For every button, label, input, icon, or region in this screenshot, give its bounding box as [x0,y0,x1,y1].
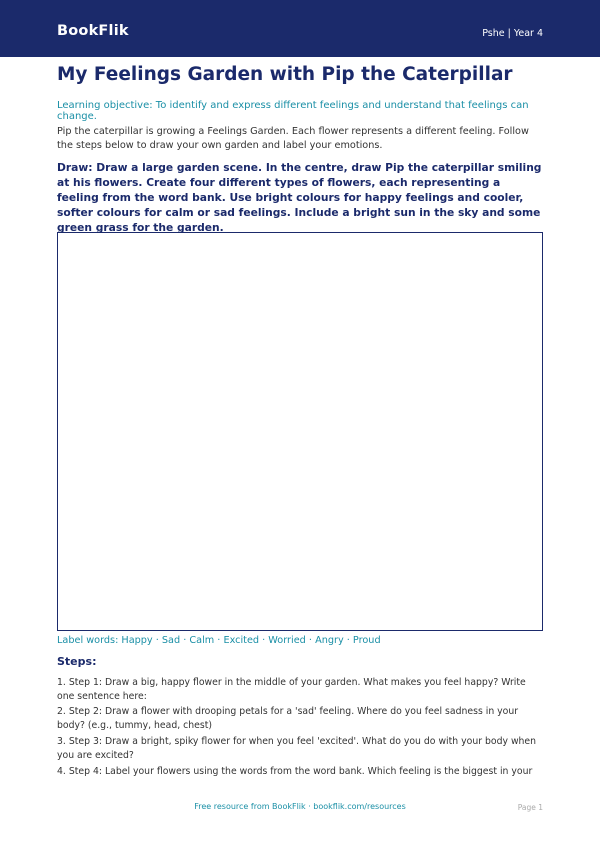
draw-instruction: Draw: Draw a large garden scene. In the centre, draw Pip the caterpillar smiling at his flowers. Create four different types of flowers, each representing a feeling from the word bank. Use bright colours for happy feelings and cooler, softer colours for calm or sad feelings. Include a bright sun in the sky and some green grass for the garden. [57,161,542,234]
label-word-bank: Label words: Happy · Sad · Calm · Excited · Worried · Angry · Proud [57,635,381,646]
subject-year-label: Pshe | Year 4 [482,28,543,39]
steps-heading: Steps: [57,655,97,668]
intro-text: Pip the caterpillar is growing a Feelings Garden. Each flower represents a different feeling. Follow the steps below to draw your own garden and label your emotions. [57,126,529,151]
step-item-1: 1. Step 1: Draw a big, happy flower in the middle of your garden. What makes you feel happy? Write one sentence here: [57,677,526,702]
brand-logo[interactable]: BookFlik [57,23,129,39]
header-bar [0,0,600,57]
step-item-4: 4. Step 4: Label your flowers using the words from the word bank. Which feeling is the biggest in your [57,766,533,777]
page-number: Page 1 [517,803,543,812]
step-item-3: 3. Step 3: Draw a bright, spiky flower for when you feel 'excited'. What do you do with your body when you are excited? [57,736,537,761]
learning-objective: Learning objective: To identify and express different feelings and understand that feelings can change. [57,100,529,122]
page-title: My Feelings Garden with Pip the Caterpillar [57,64,513,85]
drawing-area[interactable] [57,232,543,631]
footer-link[interactable]: Free resource from BookFlik · bookflik.com/resources [194,802,406,811]
step-item-2: 2. Step 2: Draw a flower with drooping petals for a 'sad' feeling. Where do you feel sadness in your body? (e.g., tummy, head, chest) [57,706,519,731]
